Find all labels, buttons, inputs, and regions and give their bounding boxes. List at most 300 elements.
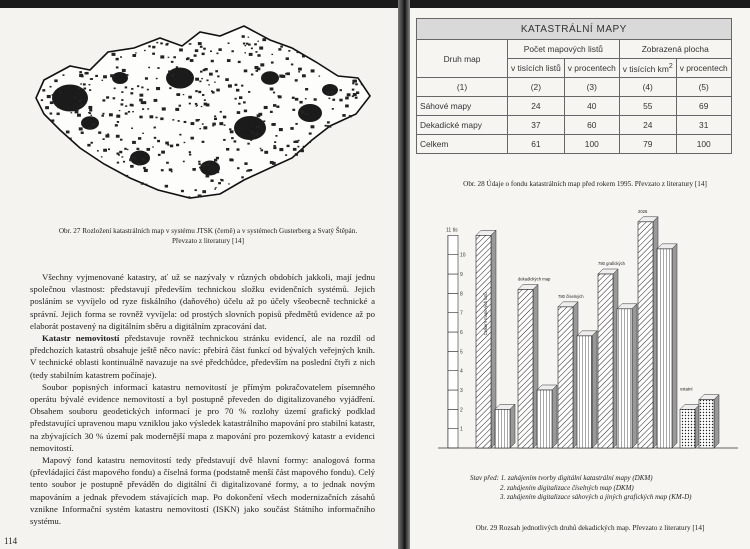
map-sheet [133,157,136,160]
map-sheet [202,164,205,167]
map-sheet [154,127,156,129]
map-sheet [128,111,130,113]
map-sheet [247,169,250,171]
map-sheet [211,60,214,62]
map-sheet [89,112,91,114]
map-sheet [257,114,261,117]
cadastral-maps-table [416,18,732,154]
map-sheet [198,161,200,163]
map-sheet [148,67,150,68]
map-sheet [214,82,216,83]
map-sheet [125,112,128,114]
map-sheet [218,48,221,51]
bar [699,400,714,448]
map-sheet [249,53,253,56]
map-sheet [214,188,216,189]
header-pocet: Počet mapových listů [508,40,620,59]
map-sheet [292,97,295,99]
map-sheet [200,71,203,73]
map-sheet [264,151,268,154]
map-sheet [279,75,283,78]
map-region [322,84,338,96]
book-gutter [398,0,410,549]
map-sheet [116,153,119,155]
map-sheet [229,158,233,161]
map-sheet [178,120,180,122]
map-sheet [279,128,283,131]
map-sheet [199,128,201,129]
bar [537,390,552,448]
map-sheet [190,43,192,45]
bar [495,409,510,448]
map-sheet [57,107,59,109]
map-sheet [176,144,179,146]
map-sheet [152,146,154,147]
map-sheet [291,63,293,65]
map-sheet [131,88,133,90]
map-sheet [139,94,143,97]
map-sheet [288,50,290,52]
map-sheet [241,176,244,178]
map-sheet [62,74,64,76]
bar-side [510,404,515,448]
cell: 37 [508,116,565,135]
map-sheet [75,97,77,99]
axis-block [448,293,458,312]
map-sheet [130,92,133,94]
axis-block [448,371,458,390]
bar [638,222,653,448]
subheader-proc2: v procentech [676,59,731,78]
map-sheet [113,97,116,99]
map-sheet [137,85,139,87]
map-sheet [117,121,119,123]
map-sheet [256,70,259,72]
map-sheet [59,92,62,94]
map-sheet [50,112,53,114]
map-sheet [230,130,234,133]
map-sheet [300,149,304,152]
map-sheet [270,111,273,113]
bar [680,409,695,448]
map-sheet [279,148,283,151]
num-cell: (4) [619,78,676,97]
map-sheet [302,55,305,57]
map-sheet [117,162,119,164]
map-sheet [274,141,276,143]
body-text [30,271,375,527]
map-sheet [130,165,134,168]
map-sheet [214,118,217,120]
map-sheet [169,168,172,171]
map-sheet [305,113,308,115]
map-sheet [183,94,185,95]
map-sheet [121,156,123,157]
map-sheet [244,110,247,113]
y-tick-label: 9 [460,272,463,278]
bar-side [672,244,677,448]
map-sheet [171,171,173,172]
paragraph-4: Mapový fond katastru nemovitostí tedy představují dvě hlavní formy: analogová forma (převládající část mapového fondu) a číselná forma (podstatně menší část mapového fondu). Celý tento soubor je postupně převáděn do digitální či digitalizované formy, a to jednak novým mapováním a jednak převodem stávajících map. Po dokončení všech modernizačních zásahů vznikne Informační systém katastru nemovitostí (ISKN) jako součást Státního informačního systému. [30,455,375,527]
map-sheet [80,83,82,84]
map-sheet [160,117,163,120]
map-sheet [77,87,80,90]
map-sheet [347,93,351,96]
map-sheet [332,108,334,110]
map-sheet [352,89,355,91]
map-sheet [79,127,83,130]
map-sheet [125,86,127,88]
map-sheet [87,144,90,147]
y-tick-label: 7 [460,310,463,317]
table-row [417,97,732,116]
cell: 24 [508,97,565,116]
map-sheet [278,48,281,50]
map-sheet [301,111,305,114]
figure-29-caption: Obr. 29 Rozsah jednotlivých druhů dekadických map. Převzato z literatury [14] [475,524,705,532]
bar-group-label: 780 číselných [558,293,584,299]
map-sheet [237,148,240,150]
map-sheet [116,115,120,118]
map-sheet [276,106,279,108]
y-tick-label: 5 [460,349,463,356]
bar-group-label: 2026 [638,208,648,214]
figure-27-caption [38,226,378,246]
figure-28-caption: Obr. 28 Údaje o fondu katastrálních map před rokem 1995. Převzato z literatury [14] [463,180,707,188]
map-sheet [176,66,178,68]
bar-side [592,331,597,448]
map-sheet [250,139,252,141]
map-sheet [206,175,210,178]
map-sheet [114,88,116,90]
map-sheet [319,75,321,76]
map-sheet [184,142,186,143]
map-sheet [190,59,194,62]
map-sheet [212,123,216,126]
map-sheet [208,84,210,85]
map-sheet [244,45,246,46]
map-sheet [165,142,169,145]
map-sheet [270,88,274,91]
table-row [417,135,732,154]
bar [577,336,592,448]
map-sheet [116,58,119,61]
map-sheet [286,57,289,60]
map-sheet [257,54,260,57]
map-sheet [228,42,230,44]
map-sheet [139,99,143,102]
y-tick-label: 3 [460,388,463,394]
bar-side [714,395,719,448]
map-sheet [297,146,299,148]
map-sheet [141,86,143,88]
map-sheet [88,127,91,129]
map-sheet [143,167,146,169]
map-sheet [129,158,133,161]
map-sheet [292,109,295,111]
map-sheet [270,161,274,164]
map-sheet [112,53,116,56]
map-sheet [108,148,110,150]
axis-block [448,390,458,409]
bar-group-label: 780 grafických [598,261,625,266]
map-sheet [220,179,222,181]
map-sheet [79,71,82,73]
cell: 60 [564,116,619,135]
map-region [234,116,266,140]
map-sheet [298,68,302,71]
map-sheet [142,108,144,110]
map-sheet [217,75,219,77]
map-sheet [132,111,134,112]
map-sheet [75,110,79,113]
map-sheet [290,127,293,130]
map-sheet [225,78,229,81]
map-sheet [176,94,178,96]
row-label: Sáhové mapy [417,97,508,116]
map-sheet [42,89,45,91]
y-tick-label: 4 [460,368,463,375]
map-sheet [119,110,121,111]
map-sheet [227,59,231,62]
map-sheet [137,163,140,165]
map-sheet [333,87,335,89]
map-sheet [328,98,330,99]
map-sheet [305,88,308,90]
map-sheet [195,103,197,105]
map-sheet [161,169,164,171]
figure-27-caption-line2: Převzato z literatury [14] [171,237,245,245]
map-sheet [243,43,245,45]
map-sheet [243,101,246,103]
map-sheet [355,97,358,99]
bar [598,274,613,448]
map-sheet [155,117,157,119]
map-sheet [121,91,123,93]
map-sheet [242,35,245,38]
map-sheet [148,45,151,47]
y-tick-label: 11 tis [446,227,458,234]
map-sheet [345,104,349,107]
map-sheet [135,52,137,53]
map-sheet [209,73,213,76]
map-sheet [95,75,98,77]
map-sheet [273,145,275,147]
map-sheet [69,138,71,140]
map-sheet [179,48,183,51]
map-sheet [80,104,84,107]
cell: 100 [564,135,619,154]
map-sheet [257,41,259,42]
map-region [261,71,279,85]
map-sheet [228,183,230,184]
map-sheet [297,51,299,53]
axis-block [448,255,458,274]
map-sheet [154,99,158,102]
map-sheet [331,91,334,94]
map-sheet [183,161,185,163]
map-sheet [147,89,149,91]
bar-side [552,385,557,448]
map-sheet [103,149,107,152]
map-sheet [251,122,253,123]
map-sheet [186,58,189,60]
map-sheet [84,88,87,90]
map-sheet [173,56,176,58]
map-sheet [84,72,87,74]
right-page [410,8,750,549]
map-sheet [303,146,305,147]
map-sheet [105,134,109,137]
y-tick-label: 1 [460,426,463,433]
y-tick-label: 2 [460,407,463,414]
map-sheet [188,196,190,198]
map-sheet [262,38,266,41]
map-sheet [92,125,94,127]
map-sheet [191,122,195,125]
map-sheet [52,94,54,96]
map-sheet [342,114,345,117]
map-sheet [166,162,169,164]
map-sheet [220,111,222,113]
num-cell: (5) [676,78,731,97]
map-sheet [352,95,354,97]
map-sheet [202,141,205,143]
map-sheet [217,171,219,173]
map-sheet [201,78,203,79]
map-sheet [244,52,246,53]
map-sheet [216,53,218,55]
map-sheet [139,116,142,119]
map-sheet [278,95,280,97]
subheader-tisic: v tisících listů [508,59,565,78]
map-sheet [172,119,174,120]
map-sheet [228,84,232,87]
map-sheet [259,46,263,49]
map-sheet [192,168,195,171]
chart-legend [470,474,750,503]
chart-marks [438,209,738,448]
map-sheet [255,51,257,53]
map-sheet [327,121,330,123]
map-sheet [244,69,248,72]
map-sheet [218,182,221,184]
map-sheet [81,132,84,134]
map-sheet [196,105,198,106]
map-sheet [91,142,93,144]
map-sheet [171,61,174,63]
map-sheet [241,85,243,87]
map-sheet [165,185,168,188]
map-sheet [273,104,276,107]
map-sheet [131,128,133,129]
bar [657,249,672,448]
map-sheet [188,96,192,99]
map-sheet [251,48,253,50]
map-sheet [345,97,349,100]
map-sheet [204,99,206,101]
map-sheet [271,54,273,55]
map-sheet [54,79,57,82]
map-sheet [332,99,335,101]
map-sheet [190,137,193,140]
page-number: 114 [4,536,18,546]
map-sheet [160,42,163,44]
map-sheet [237,167,239,169]
map-sheet [50,86,52,88]
map-sheet [143,101,147,104]
map-sheet [198,163,200,165]
map-sheet [181,190,184,192]
map-sheet [251,131,254,134]
map-sheet [78,100,82,103]
map-sheet [88,106,92,109]
left-page [0,8,398,549]
map-sheet [248,44,251,46]
map-sheet [202,190,206,193]
map-sheet [263,120,265,122]
map-sheet [198,119,200,120]
legend-item [470,474,750,484]
map-sheet [144,169,148,172]
map-sheet [214,115,216,117]
map-sheet [195,90,198,92]
y-tick-label: 8 [460,291,463,298]
map-sheet [293,141,296,143]
map-sheet [234,140,237,142]
map-sheet [179,105,181,107]
map-sheet [355,83,358,85]
map-sheet [264,106,268,109]
table-row [417,116,732,135]
header-plocha: Zobrazená plocha [619,40,731,59]
map-sheet [152,46,155,49]
map-sheet [206,79,208,81]
map-sheet [89,84,91,85]
map-sheet [149,115,153,118]
map-sheet [89,89,91,91]
map-sheet [103,138,105,140]
cadastral-map-figure [30,18,375,203]
axis-block [448,274,458,293]
cell: 100 [676,135,731,154]
map-sheet [260,149,263,151]
map-sheet [295,123,297,125]
cell: 31 [676,116,731,135]
map-sheet [57,113,60,116]
map-sheet [77,114,81,117]
axis-block [448,313,458,332]
paragraph-1: Všechny vyjmenované katastry, ať už se nazývaly v různých obdobích jakkoli, mají jednu společnou vlastnost: představují především technickou složku evidenčních systémů. Jejich posláním se vyvíjelo od ryze fiskálního (daňového) účelu až po účely všeobecně technické a správní. Jejich forma se rovněž vyvíjela: od prostých slovních popisů předmětů evidence až po elaborát postavený na digitálním sběru a digitálním zpracování dat. [30,272,375,331]
map-sheet [83,83,86,85]
cell: 40 [564,97,619,116]
map-sheet [142,158,145,160]
axis-block [448,235,458,254]
map-sheet [169,87,171,89]
map-sheet [198,42,202,45]
map-sheet [298,71,300,72]
axis-block [448,409,458,428]
cell: 69 [676,97,731,116]
map-sheet [203,126,207,129]
map-sheet [295,98,298,101]
map-sheet [224,124,226,125]
map-sheet [219,122,223,125]
map-sheet [240,128,242,129]
map-sheet [123,161,125,163]
map-sheet [248,37,250,38]
map-sheet [327,125,329,127]
